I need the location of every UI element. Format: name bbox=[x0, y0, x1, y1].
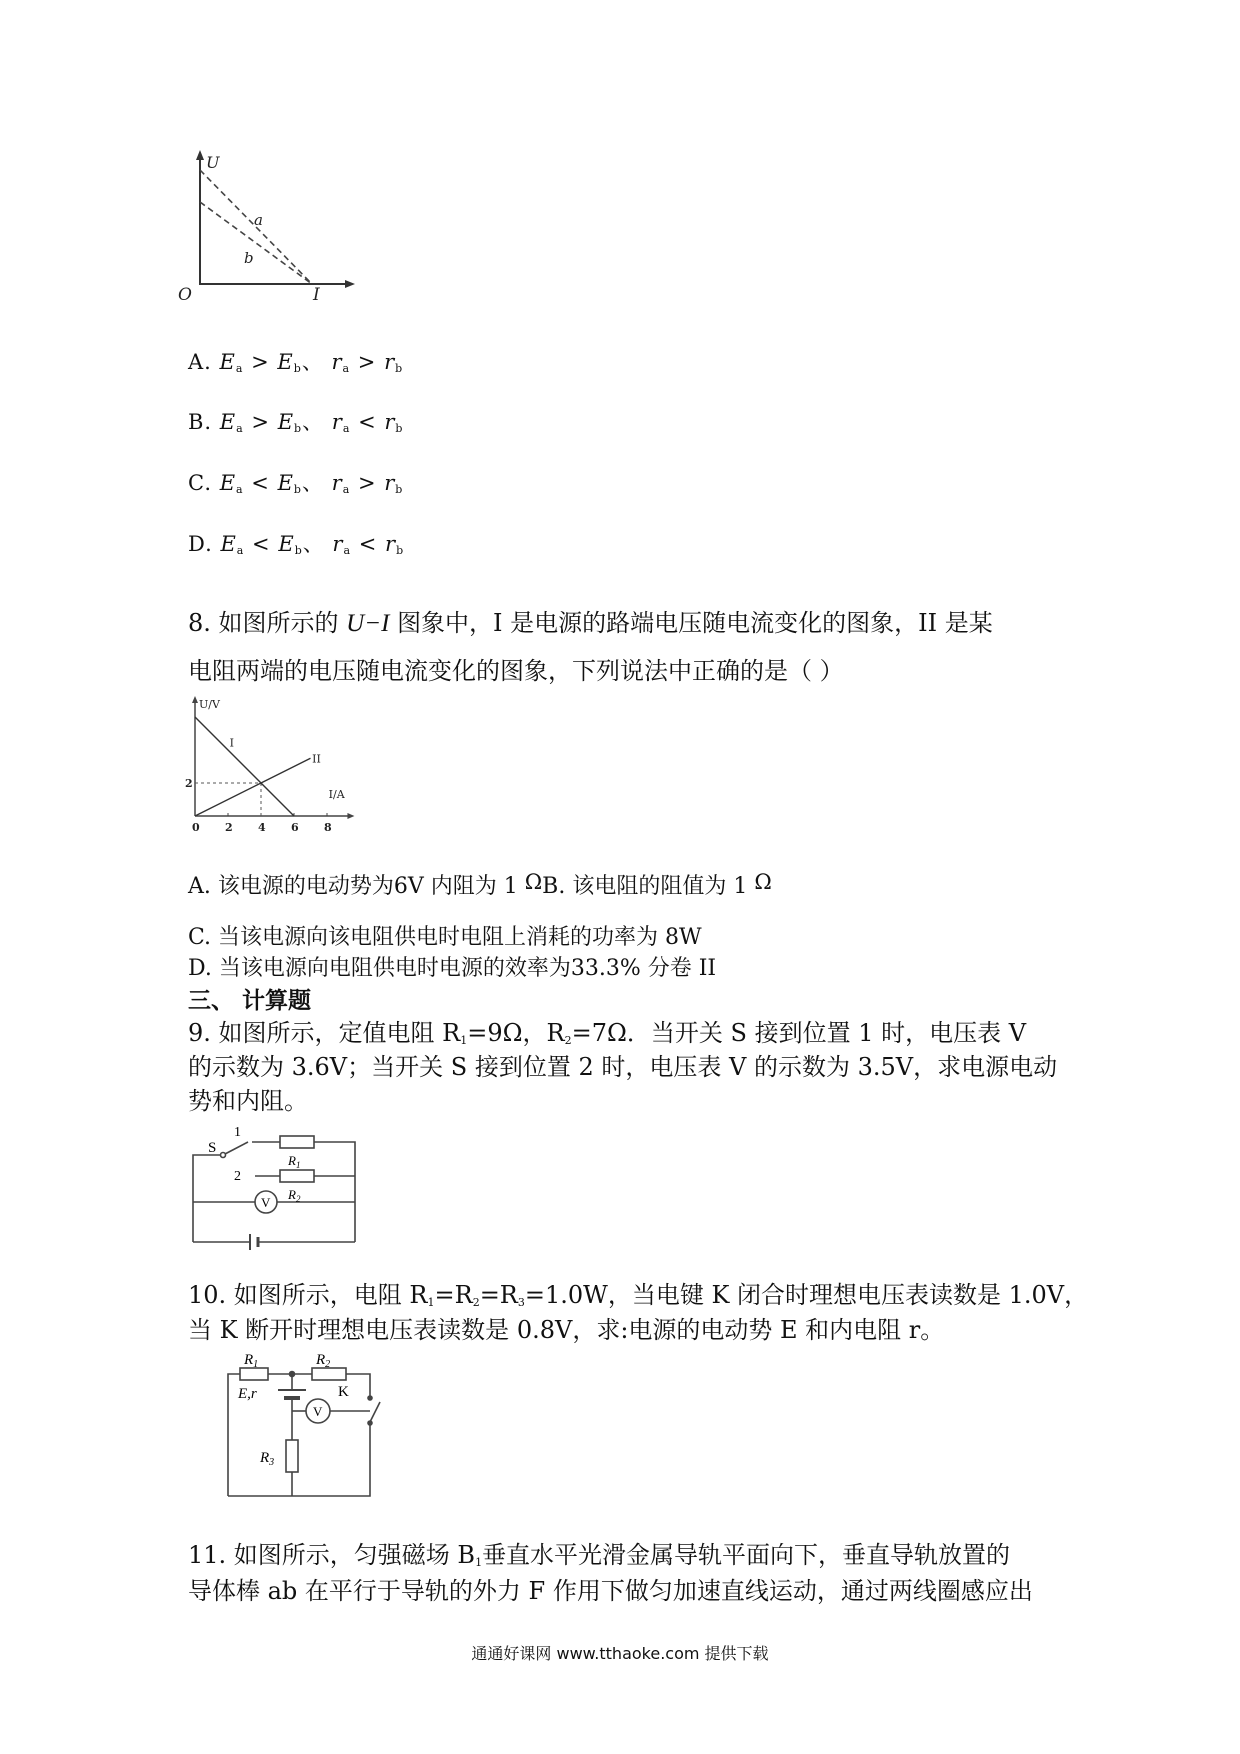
chart-plot-area bbox=[185, 696, 354, 834]
series-label-i: I bbox=[229, 736, 235, 750]
position-2-label: 2 bbox=[234, 1169, 241, 1184]
q8-line-1: 8. 如图所示的 U−I 图象中，I 是电源的路端电压随电流变化的图象，II 是某 bbox=[188, 609, 993, 637]
r1-label: $R_1$ bbox=[244, 1352, 259, 1370]
q8-option-c[interactable]: C. 当该电源向该电阻供电时电阻上消耗的功率为 8W bbox=[188, 925, 702, 950]
q7-option-b[interactable]: B. $E_a > E_b$、 $r_a < r_b$ bbox=[188, 410, 404, 435]
x-axis-arrow bbox=[347, 813, 354, 819]
omega-symbol: Ω bbox=[524, 870, 543, 894]
left-wire bbox=[193, 1155, 220, 1242]
q11-line-2: 导体棒 ab 在平行于导轨的外力 F 作用下做匀加速直线运动，通过两线圈感应出 bbox=[188, 1577, 1033, 1605]
q9-line-1: 9. 如图所示，定值电阻 $R_1=9\Omega$，$R_2=7\Omega$．当开关 S 接到位置 1 时，电压表 V bbox=[188, 1019, 1027, 1047]
series-label-ii: II bbox=[312, 752, 321, 766]
voltmeter-label: V bbox=[261, 1195, 271, 1210]
resistor-r1 bbox=[280, 1136, 314, 1148]
switch-blade bbox=[225, 1142, 248, 1154]
x-tick-label: 8 bbox=[324, 821, 332, 834]
right-wire bbox=[314, 1142, 355, 1242]
x-tick-label: 2 bbox=[225, 821, 233, 834]
r3-label: $R_3$ bbox=[260, 1450, 275, 1468]
series-line-2-extension bbox=[261, 758, 311, 783]
i-axis-label: I bbox=[313, 285, 320, 305]
q9-line-3: 势和内阻。 bbox=[188, 1087, 308, 1115]
footer-download-note: 通通好课网 www.tthaoke.com 提供下载 bbox=[471, 1644, 769, 1663]
origin-label: O bbox=[178, 285, 192, 305]
source-label: E,r bbox=[238, 1386, 257, 1402]
q7-option-a[interactable]: A. $E_a > E_b$、 $r_a > r_b$ bbox=[188, 350, 404, 375]
switch-label: S bbox=[208, 1140, 217, 1156]
section-heading: 三、 计算题 bbox=[188, 987, 312, 1014]
x-tick-label: 0 bbox=[192, 821, 200, 834]
y-axis-arrow bbox=[192, 696, 198, 703]
y-axis-label: U/V bbox=[199, 698, 220, 711]
i-axis-arrow bbox=[345, 280, 355, 288]
figure-q9-circuit bbox=[190, 1122, 370, 1252]
series-line-2 bbox=[195, 783, 261, 816]
figure-q10-circuit bbox=[222, 1350, 387, 1500]
resistor-r2 bbox=[280, 1170, 314, 1182]
figure-ui-lines-ab bbox=[178, 150, 360, 305]
q9-line-2: 的示数为 3.6V；当开关 S 接到位置 2 时，电压表 V 的示数为 3.5V，求电源电动 bbox=[188, 1053, 1058, 1081]
q8-option-b[interactable]: B. 该电阻的阻值为 1 bbox=[542, 874, 755, 899]
q7-option-c[interactable]: C. $E_a < E_b$、 $r_a > r_b$ bbox=[188, 471, 404, 496]
r1-label: $R_1$ bbox=[288, 1153, 301, 1170]
resistor-r3 bbox=[286, 1440, 298, 1472]
ui-symbol: U−I bbox=[346, 610, 390, 637]
y-tick-label: 2 bbox=[185, 777, 193, 790]
q8-option-a[interactable]: A. 该电源的电动势为6V 内阻为 1 bbox=[188, 874, 525, 899]
wire bbox=[228, 1424, 370, 1496]
q8-line-2: 电阻两端的电压随电流变化的图象，下列说法中正确的是（ ） bbox=[188, 657, 844, 685]
q10-line-1: 10. 如图所示，电阻 $R_1=R_2=R_3=1.0W$，当电键 K 闭合时理想电压表读数是 1.0V， bbox=[188, 1281, 1089, 1309]
r2-label: $R_2$ bbox=[288, 1187, 301, 1204]
series-line-1 bbox=[195, 717, 294, 816]
position-1-label: 1 bbox=[234, 1125, 241, 1140]
q10-line-2: 当 K 断开时理想电压表读数是 0.8V，求:电源的电动势 E 和内电阻 r。 bbox=[188, 1316, 945, 1344]
figure-q8-chart bbox=[185, 696, 385, 841]
u-axis-label: U bbox=[206, 153, 220, 172]
q8-option-d[interactable]: D. 当该电源向电阻供电时电源的效率为33.3% 分卷 II bbox=[188, 956, 717, 981]
x-tick-label: 6 bbox=[291, 821, 299, 834]
line-a-label: a bbox=[254, 211, 263, 229]
wire bbox=[346, 1374, 370, 1396]
x-axis-label: I/A bbox=[328, 788, 345, 801]
u-axis-arrow bbox=[196, 150, 204, 160]
key-label: K bbox=[338, 1384, 349, 1400]
r2-label: $R_2$ bbox=[316, 1352, 331, 1370]
q8-option-ab bbox=[188, 869, 772, 900]
line-b-label: b bbox=[244, 249, 254, 267]
q7-option-d[interactable]: D. $E_a < E_b$、 $r_a < r_b$ bbox=[188, 532, 405, 557]
x-tick-label: 4 bbox=[258, 821, 266, 834]
switch-contact bbox=[368, 1396, 372, 1400]
voltmeter-label: V bbox=[313, 1404, 323, 1419]
q11-line-1: 11. 如图所示，匀强磁场 $B_1$垂直水平光滑金属导轨平面向下，垂直导轨放置的 bbox=[188, 1541, 1011, 1569]
omega-symbol: Ω bbox=[754, 870, 772, 894]
switch-k-blade bbox=[370, 1402, 380, 1422]
